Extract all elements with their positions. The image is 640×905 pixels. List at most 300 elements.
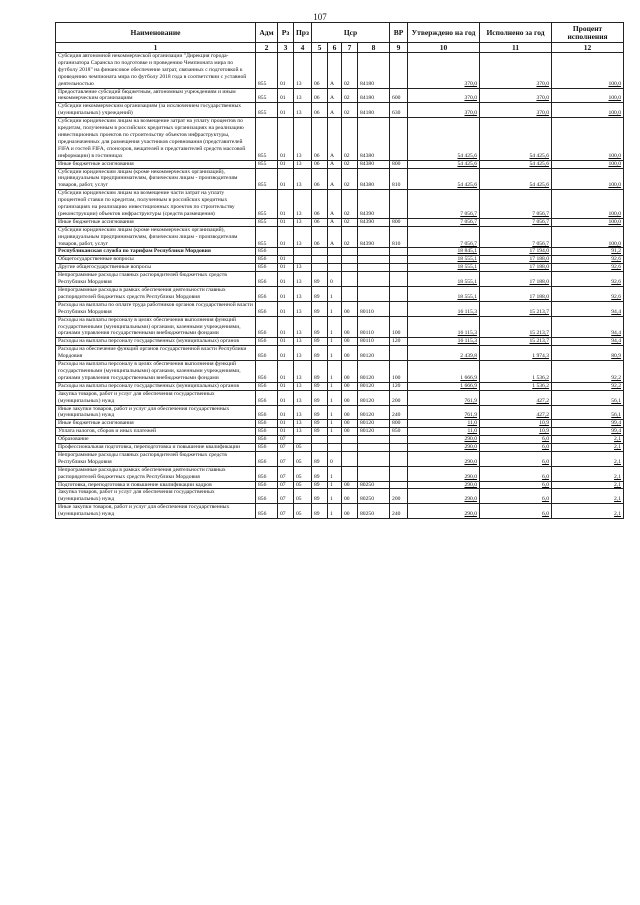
row-csr-direction xyxy=(358,272,390,287)
row-name: Предоставление субсидий бюджетным, автономным учреждениям и иным некоммерческим организациям xyxy=(56,88,256,103)
row-name: Образование xyxy=(56,436,256,444)
row-name: Расходы на выплаты персоналу в целях обеспечения выполнения функций государственными (муниципальными) органами, казенными учреждениями, органами управления государственными внебюджетными фондами xyxy=(56,316,256,338)
header-rz: Рз xyxy=(278,23,294,43)
row-csr-program: 06 xyxy=(312,218,328,226)
row-rz: 07 xyxy=(278,504,294,519)
row-csr-program: 06 xyxy=(312,226,328,248)
row-vr: 800 xyxy=(390,420,408,428)
table-row xyxy=(56,160,624,168)
row-csr-event: 00 xyxy=(342,361,358,383)
row-adm: 856 xyxy=(256,444,278,452)
row-adm: 856 xyxy=(256,504,278,519)
row-executed: 6,0 xyxy=(480,444,552,452)
row-csr-event: 02 xyxy=(342,103,358,118)
row-csr-direction: 80110 xyxy=(358,316,390,338)
row-csr-subprogram xyxy=(328,248,342,256)
row-prz: 13 xyxy=(294,338,312,346)
row-csr-direction: 84390 xyxy=(358,218,390,226)
row-rz: 07 xyxy=(278,481,294,489)
row-prz: 13 xyxy=(294,428,312,436)
row-csr-program xyxy=(312,248,328,256)
row-executed: 6,0 xyxy=(480,504,552,519)
row-approved: 290,0 xyxy=(408,489,480,504)
row-csr-subprogram: 1 xyxy=(328,481,342,489)
row-vr: 200 xyxy=(390,390,408,405)
row-prz: 13 xyxy=(294,264,312,272)
row-percent: 2,1 xyxy=(552,481,624,489)
row-csr-program: 06 xyxy=(312,168,328,190)
row-csr-subprogram: 1 xyxy=(328,316,342,338)
row-csr-event xyxy=(342,287,358,302)
header-prz: Прз xyxy=(294,23,312,43)
row-vr: 240 xyxy=(390,504,408,519)
row-vr xyxy=(390,272,408,287)
row-adm: 855 xyxy=(256,226,278,248)
table-row xyxy=(56,481,624,489)
row-csr-event: 02 xyxy=(342,160,358,168)
row-approved: 11,0 xyxy=(408,420,480,428)
row-adm: 856 xyxy=(256,272,278,287)
row-rz: 01 xyxy=(278,287,294,302)
row-percent: 2,1 xyxy=(552,489,624,504)
row-prz: 13 xyxy=(294,103,312,118)
row-vr: 120 xyxy=(390,382,408,390)
table-row xyxy=(56,444,624,452)
row-csr-subprogram: А xyxy=(328,88,342,103)
row-executed: 6,0 xyxy=(480,451,552,466)
row-name: Непрограммные расходы главных распорядителей бюджетных средств Республики Мордовия xyxy=(56,451,256,466)
row-name: Общегосударственные вопросы xyxy=(56,256,256,264)
row-csr-subprogram: 0 xyxy=(328,272,342,287)
row-csr-program: 89 xyxy=(312,451,328,466)
table-row xyxy=(56,361,624,383)
row-csr-subprogram: А xyxy=(328,103,342,118)
row-percent: 100,0 xyxy=(552,118,624,160)
row-percent: 2,1 xyxy=(552,451,624,466)
row-approved: 2 439,8 xyxy=(408,346,480,361)
column-number: 9 xyxy=(390,43,408,53)
row-csr-program: 89 xyxy=(312,428,328,436)
row-name: Профессиональная подготовка, переподготовка и повышение квалификации xyxy=(56,444,256,452)
row-csr-event: 00 xyxy=(342,316,358,338)
row-csr-direction: 84380 xyxy=(358,160,390,168)
row-percent: 91,2 xyxy=(552,248,624,256)
row-approved: 370,0 xyxy=(408,53,480,89)
row-csr-program xyxy=(312,264,328,272)
row-prz xyxy=(294,256,312,264)
row-csr-program: 89 xyxy=(312,361,328,383)
row-csr-direction: 80120 xyxy=(358,382,390,390)
row-vr xyxy=(390,346,408,361)
row-prz: 13 xyxy=(294,160,312,168)
row-csr-event xyxy=(342,444,358,452)
row-prz: 13 xyxy=(294,168,312,190)
row-csr-program: 06 xyxy=(312,103,328,118)
row-executed: 427,2 xyxy=(480,405,552,420)
row-approved: 370,0 xyxy=(408,88,480,103)
row-vr: 850 xyxy=(390,428,408,436)
row-approved: 761,9 xyxy=(408,390,480,405)
row-csr-direction: 80250 xyxy=(358,504,390,519)
row-rz: 07 xyxy=(278,466,294,481)
row-name: Расходы на выплаты персоналу в целях обеспечения выполнения функций государственными (муниципальными) органами, казенными учреждениями, органами управления государственными внебюджетными фондами xyxy=(56,361,256,383)
row-adm: 856 xyxy=(256,338,278,346)
table-row xyxy=(56,428,624,436)
row-prz: 13 xyxy=(294,218,312,226)
row-csr-direction: 80120 xyxy=(358,405,390,420)
column-number: 8 xyxy=(358,43,390,53)
row-rz: 01 xyxy=(278,256,294,264)
row-percent: 92,6 xyxy=(552,264,624,272)
row-executed: 17 194,0 xyxy=(480,248,552,256)
row-rz: 01 xyxy=(278,316,294,338)
row-csr-program: 89 xyxy=(312,338,328,346)
row-name: Закупка товаров, работ и услуг для обеспечения государственных (муниципальных) нужд xyxy=(56,390,256,405)
row-name: Непрограммные расходы в рамках обеспечения деятельности главных распорядителей бюджетных средств Республики Мордовия xyxy=(56,287,256,302)
row-rz: 01 xyxy=(278,160,294,168)
row-csr-program: 89 xyxy=(312,466,328,481)
row-rz: 07 xyxy=(278,489,294,504)
row-csr-program xyxy=(312,256,328,264)
row-approved: 290,0 xyxy=(408,504,480,519)
row-prz xyxy=(294,436,312,444)
row-csr-event xyxy=(342,264,358,272)
row-csr-subprogram: 1 xyxy=(328,466,342,481)
row-approved: 18 845,1 xyxy=(408,248,480,256)
row-adm: 856 xyxy=(256,489,278,504)
table-row xyxy=(56,390,624,405)
row-prz: 05 xyxy=(294,504,312,519)
row-adm: 856 xyxy=(256,428,278,436)
row-csr-event: 02 xyxy=(342,190,358,219)
budget-table xyxy=(55,22,624,519)
row-vr xyxy=(390,287,408,302)
table-row xyxy=(56,88,624,103)
row-prz: 13 xyxy=(294,190,312,219)
row-csr-subprogram: 1 xyxy=(328,405,342,420)
header-name: Наименование xyxy=(56,23,256,43)
row-adm: 856 xyxy=(256,256,278,264)
table-row xyxy=(56,248,624,256)
header-percent: Процент исполнения xyxy=(552,23,624,43)
row-approved: 18 555,1 xyxy=(408,264,480,272)
row-name: Непрограммные расходы главных распорядителей бюджетных средств Республики Мордовия xyxy=(56,272,256,287)
row-csr-program: 89 xyxy=(312,481,328,489)
column-number: 4 xyxy=(294,43,312,53)
table-row xyxy=(56,226,624,248)
row-percent: 56,1 xyxy=(552,390,624,405)
row-vr: 240 xyxy=(390,405,408,420)
row-csr-direction: 80250 xyxy=(358,489,390,504)
row-approved: 7 056,7 xyxy=(408,226,480,248)
row-csr-subprogram: А xyxy=(328,160,342,168)
table-row xyxy=(56,338,624,346)
row-csr-direction: 84390 xyxy=(358,190,390,219)
row-percent: 100,0 xyxy=(552,218,624,226)
row-csr-program: 89 xyxy=(312,405,328,420)
row-executed: 17 188,0 xyxy=(480,287,552,302)
row-prz: 13 xyxy=(294,226,312,248)
row-csr-direction xyxy=(358,287,390,302)
row-name: Подготовка, переподготовка и повышение квалификации кадров xyxy=(56,481,256,489)
row-prz: 05 xyxy=(294,489,312,504)
row-rz: 07 xyxy=(278,436,294,444)
row-percent: 99,4 xyxy=(552,428,624,436)
row-csr-subprogram xyxy=(328,256,342,264)
row-approved: 16 115,3 xyxy=(408,301,480,316)
row-prz: 05 xyxy=(294,481,312,489)
row-percent: 100,0 xyxy=(552,160,624,168)
row-csr-direction: 84180 xyxy=(358,103,390,118)
table-row xyxy=(56,466,624,481)
row-executed: 10,9 xyxy=(480,420,552,428)
row-csr-subprogram: А xyxy=(328,168,342,190)
table-row xyxy=(56,287,624,302)
row-csr-event: 00 xyxy=(342,346,358,361)
row-executed: 54 425,6 xyxy=(480,168,552,190)
row-name: Иные бюджетные ассигнования xyxy=(56,160,256,168)
header-vr: ВР xyxy=(390,23,408,43)
row-adm: 855 xyxy=(256,118,278,160)
row-csr-subprogram: 0 xyxy=(328,451,342,466)
row-vr xyxy=(390,436,408,444)
row-csr-direction: 80110 xyxy=(358,338,390,346)
row-approved: 54 425,6 xyxy=(408,118,480,160)
row-csr-direction xyxy=(358,451,390,466)
row-percent: 92,2 xyxy=(552,361,624,383)
row-csr-direction xyxy=(358,264,390,272)
table-row xyxy=(56,316,624,338)
row-csr-subprogram: А xyxy=(328,118,342,160)
row-percent: 2,1 xyxy=(552,436,624,444)
row-percent: 100,0 xyxy=(552,103,624,118)
row-executed: 10,9 xyxy=(480,428,552,436)
row-executed: 1 974,3 xyxy=(480,346,552,361)
row-prz: 13 xyxy=(294,287,312,302)
row-percent: 100,0 xyxy=(552,226,624,248)
row-rz: 01 xyxy=(278,338,294,346)
table-row xyxy=(56,382,624,390)
row-vr: 200 xyxy=(390,489,408,504)
row-csr-event: 02 xyxy=(342,218,358,226)
row-executed: 370,0 xyxy=(480,103,552,118)
row-name: Иные закупки товаров, работ и услуг для обеспечения государственных (муниципальных) нужд xyxy=(56,504,256,519)
row-executed: 17 188,0 xyxy=(480,256,552,264)
row-approved: 18 555,1 xyxy=(408,256,480,264)
row-csr-direction xyxy=(358,436,390,444)
row-adm: 856 xyxy=(256,248,278,256)
row-rz: 01 xyxy=(278,390,294,405)
row-csr-program: 06 xyxy=(312,118,328,160)
row-adm: 856 xyxy=(256,287,278,302)
row-csr-event: 00 xyxy=(342,390,358,405)
row-prz: 13 xyxy=(294,390,312,405)
row-approved: 290,0 xyxy=(408,436,480,444)
row-csr-direction xyxy=(358,248,390,256)
table-row xyxy=(56,405,624,420)
row-name: Субсидии некоммерческим организациям (за исключением государственных (муниципальных) учреждений) xyxy=(56,103,256,118)
row-name: Иные бюджетные ассигнования xyxy=(56,218,256,226)
row-vr xyxy=(390,248,408,256)
row-vr: 810 xyxy=(390,226,408,248)
row-name: Субсидии юридическим лицам (кроме некоммерческих организаций), индивидуальным предпринимателям, физическим лицам - производителям товаров, работ, услуг xyxy=(56,226,256,248)
table-row xyxy=(56,190,624,219)
row-csr-event: 00 xyxy=(342,428,358,436)
row-approved: 290,0 xyxy=(408,466,480,481)
row-name: Субсидии юридическим лицам (кроме некоммерческих организаций), индивидуальным предпринимателям, физическим лицам - производителям товаров, работ, услуг xyxy=(56,168,256,190)
row-adm: 856 xyxy=(256,346,278,361)
row-approved: 370,0 xyxy=(408,103,480,118)
row-csr-event: 00 xyxy=(342,420,358,428)
row-adm: 856 xyxy=(256,361,278,383)
table-row xyxy=(56,420,624,428)
row-csr-direction: 80120 xyxy=(358,390,390,405)
row-rz: 01 xyxy=(278,53,294,89)
row-csr-direction: 84380 xyxy=(358,118,390,160)
row-csr-subprogram: 1 xyxy=(328,361,342,383)
row-csr-subprogram: 1 xyxy=(328,382,342,390)
row-csr-event: 00 xyxy=(342,489,358,504)
row-csr-subprogram: 1 xyxy=(328,338,342,346)
row-rz: 01 xyxy=(278,190,294,219)
row-vr xyxy=(390,190,408,219)
page-number: 107 xyxy=(313,12,327,22)
row-approved: 54 425,6 xyxy=(408,160,480,168)
row-csr-subprogram: А xyxy=(328,218,342,226)
row-rz: 01 xyxy=(278,346,294,361)
row-csr-subprogram: 1 xyxy=(328,301,342,316)
header-approved: Утверждено на год xyxy=(408,23,480,43)
row-approved: 1 666,9 xyxy=(408,382,480,390)
row-csr-event xyxy=(342,436,358,444)
table-row xyxy=(56,489,624,504)
row-approved: 7 056,7 xyxy=(408,218,480,226)
row-rz: 07 xyxy=(278,444,294,452)
row-executed: 7 056,7 xyxy=(480,226,552,248)
row-executed: 6,0 xyxy=(480,489,552,504)
row-csr-direction: 80110 xyxy=(358,301,390,316)
header-row xyxy=(56,23,624,43)
row-approved: 290,0 xyxy=(408,444,480,452)
row-rz: 01 xyxy=(278,264,294,272)
table-row xyxy=(56,451,624,466)
row-prz: 13 xyxy=(294,346,312,361)
row-vr: 100 xyxy=(390,361,408,383)
row-rz: 01 xyxy=(278,272,294,287)
column-number: 5 xyxy=(312,43,328,53)
row-csr-subprogram: 1 xyxy=(328,287,342,302)
header-csr: Цср xyxy=(312,23,390,43)
row-prz: 13 xyxy=(294,420,312,428)
row-vr: 600 xyxy=(390,88,408,103)
row-percent: 94,4 xyxy=(552,316,624,338)
row-adm: 855 xyxy=(256,218,278,226)
row-percent: 2,1 xyxy=(552,504,624,519)
row-csr-event: 02 xyxy=(342,53,358,89)
row-adm: 856 xyxy=(256,316,278,338)
row-csr-subprogram: 1 xyxy=(328,420,342,428)
row-csr-program: 89 xyxy=(312,272,328,287)
row-csr-subprogram xyxy=(328,444,342,452)
row-name: Иные закупки товаров, работ и услуг для обеспечения государственных (муниципальных) нужд xyxy=(56,405,256,420)
row-csr-direction: 84390 xyxy=(358,226,390,248)
row-csr-event: 00 xyxy=(342,481,358,489)
row-vr: 630 xyxy=(390,103,408,118)
row-percent: 2,1 xyxy=(552,466,624,481)
row-executed: 17 188,0 xyxy=(480,264,552,272)
row-adm: 856 xyxy=(256,382,278,390)
row-csr-program xyxy=(312,444,328,452)
row-vr: 810 xyxy=(390,168,408,190)
table-row xyxy=(56,301,624,316)
row-executed: 15 213,7 xyxy=(480,301,552,316)
row-adm: 855 xyxy=(256,168,278,190)
row-prz: 13 xyxy=(294,118,312,160)
row-executed: 17 188,0 xyxy=(480,272,552,287)
row-csr-subprogram: А xyxy=(328,53,342,89)
row-adm: 856 xyxy=(256,264,278,272)
row-approved: 11,0 xyxy=(408,428,480,436)
row-executed: 1 536,2 xyxy=(480,361,552,383)
row-prz: 13 xyxy=(294,301,312,316)
table-row xyxy=(56,504,624,519)
row-name: Расходы на выплаты по оплате труда работников органов государственной власти Республики Мордовия xyxy=(56,301,256,316)
row-adm: 856 xyxy=(256,420,278,428)
row-csr-direction xyxy=(358,444,390,452)
row-csr-event xyxy=(342,466,358,481)
row-name: Расходы на выплаты персоналу государственных (муниципальных) органов xyxy=(56,338,256,346)
row-adm: 856 xyxy=(256,390,278,405)
table-row xyxy=(56,272,624,287)
row-csr-event xyxy=(342,451,358,466)
row-adm: 856 xyxy=(256,436,278,444)
row-approved: 16 115,3 xyxy=(408,316,480,338)
row-vr: 800 xyxy=(390,218,408,226)
row-executed: 54 425,6 xyxy=(480,160,552,168)
row-prz: 05 xyxy=(294,466,312,481)
row-rz: 01 xyxy=(278,103,294,118)
row-executed: 370,0 xyxy=(480,53,552,89)
row-csr-direction: 80120 xyxy=(358,428,390,436)
row-rz xyxy=(278,248,294,256)
row-name: Субсидии юридическим лицам на возмещение затрат на уплату процентов по кредитам, полученным в российских кредитных организациях на реализацию инвестиционных проектов по строительству объектов инфраструктуры, предназначенных для размещения участников соревнования (представителей FIFA и гостей FIFA, спонсоров, вещателей и представителей средств массовой информации) в гостиницах xyxy=(56,118,256,160)
row-percent: 100,0 xyxy=(552,88,624,103)
row-csr-program: 89 xyxy=(312,489,328,504)
row-rz: 01 xyxy=(278,168,294,190)
row-prz: 13 xyxy=(294,272,312,287)
row-rz: 01 xyxy=(278,218,294,226)
row-csr-event: 02 xyxy=(342,226,358,248)
row-prz: 05 xyxy=(294,451,312,466)
column-number: 3 xyxy=(278,43,294,53)
row-prz: 13 xyxy=(294,316,312,338)
row-executed: 7 056,7 xyxy=(480,218,552,226)
row-adm: 856 xyxy=(256,451,278,466)
row-csr-direction: 84180 xyxy=(358,88,390,103)
row-vr xyxy=(390,53,408,89)
row-csr-program: 89 xyxy=(312,316,328,338)
table-row xyxy=(56,53,624,89)
row-csr-program: 89 xyxy=(312,287,328,302)
row-approved: 54 425,6 xyxy=(408,168,480,190)
row-name: Иные бюджетные ассигнования xyxy=(56,420,256,428)
row-csr-subprogram xyxy=(328,436,342,444)
row-csr-subprogram: 1 xyxy=(328,428,342,436)
row-rz: 01 xyxy=(278,420,294,428)
row-csr-program: 06 xyxy=(312,53,328,89)
row-vr: 120 xyxy=(390,338,408,346)
row-vr xyxy=(390,264,408,272)
